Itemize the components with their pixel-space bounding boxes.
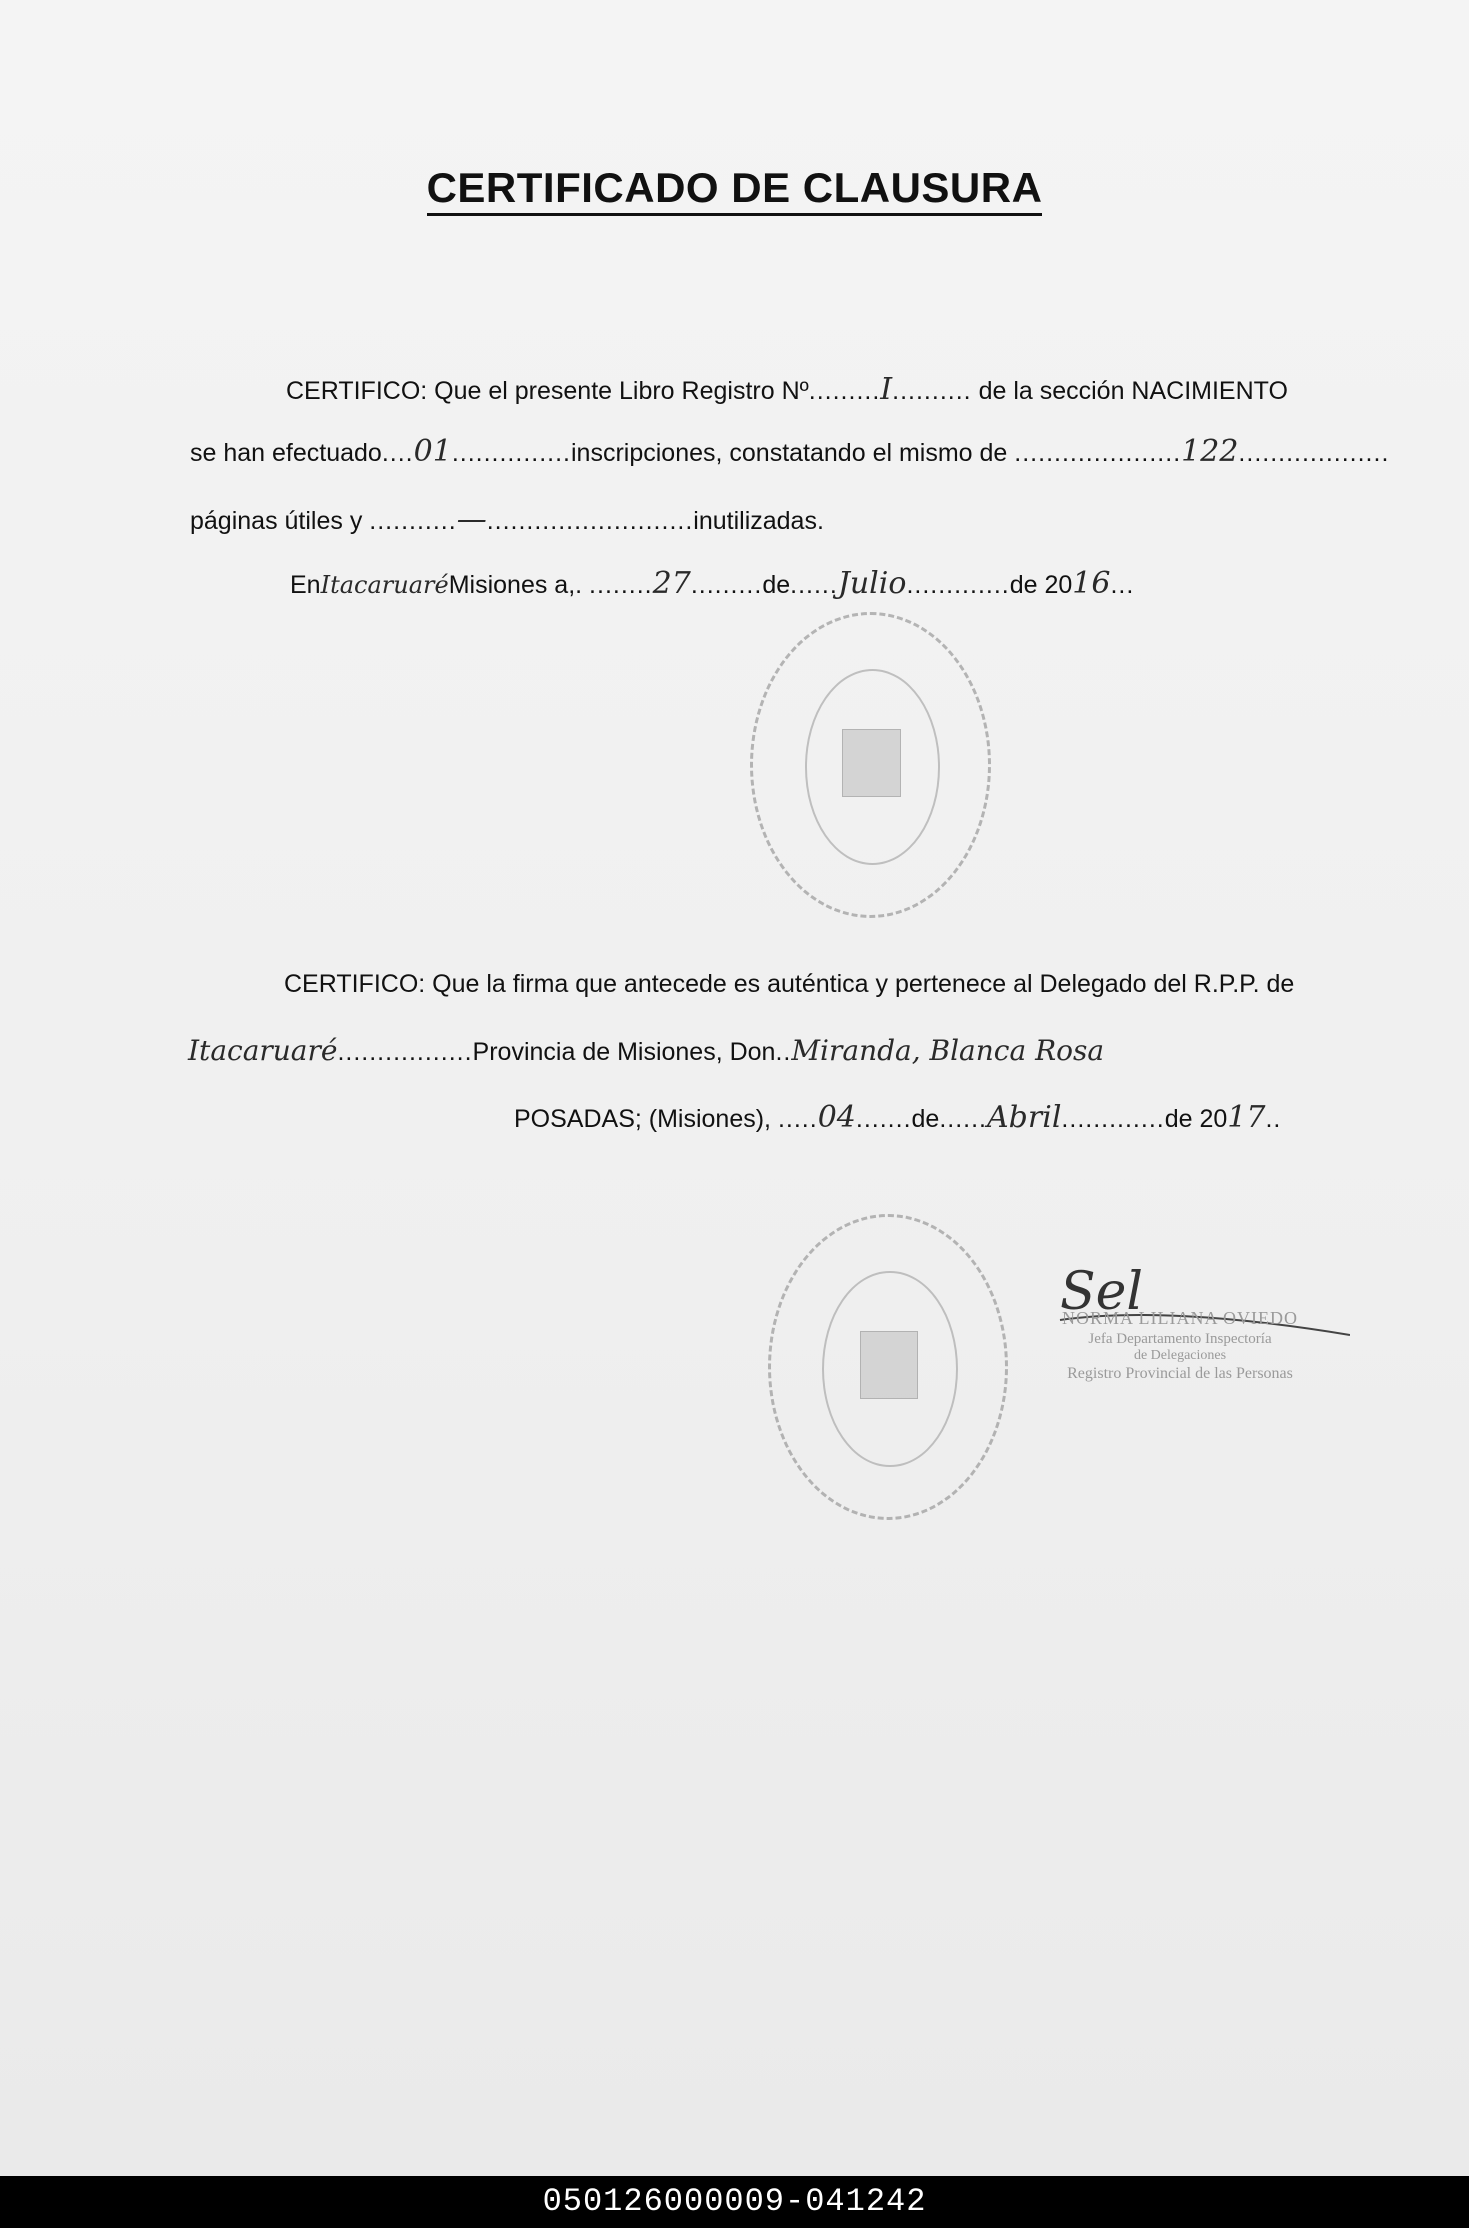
month-handwritten: Julio [837,566,907,601]
p2-line2: Itacaruaré.................Provincia de Misiones, Don..Miranda, Blanca Rosa [188,1034,1105,1067]
p1-text-i: de [762,571,791,599]
p1-text-a: CERTIFICO: Que el presente Libro Registro Nº [286,377,809,405]
p1-line3: páginas útiles y ...........—..........................inutilizadas. [190,502,824,537]
signer-role-3: Registro Provincial de las Personas [1067,1365,1293,1383]
p1-text-b: de la sección NACIMIENTO [978,377,1288,405]
signer-role-2: de Delegaciones [1133,1347,1227,1363]
p1-text-g: En [290,571,321,599]
p2-text-a: CERTIFICO: Que la firma que antecede es auténtica y pertenece al Delegado del R.P.P. de [284,970,1295,998]
signature-scribble: Sel [1060,1262,1144,1322]
p1-text-e: páginas útiles y [190,507,363,535]
p1-line1: CERTIFICO: Que el presente Libro Registro Nº.........I.......... de la sección NACIMIENTO [286,372,1288,407]
p1-text-h: Misiones a,. [448,571,583,599]
page-title: CERTIFICADO DE CLAUSURA [0,164,1469,212]
official-seal-2 [768,1214,1008,1520]
p2-text-f: de 20 [1164,1105,1228,1133]
year2-handwritten: 17 [1227,1100,1266,1135]
document-id-footer: 050126000009-041242 [0,2176,1469,2228]
p1-text-d: inscripciones, constatando el mismo de [571,439,1008,467]
signature-name-stamp [1030,1308,1330,1384]
p2-line1 [284,970,1294,999]
libro-number: I [880,372,893,407]
inutilizadas-count: — [456,502,487,537]
seal-shield-icon [860,1331,918,1399]
p1-line4: EnItacaruaréMisiones a,. ........27.........de......Julio.............de 2016... [290,566,1135,601]
month2-handwritten: Abril [987,1100,1062,1135]
p2-line3: POSADAS; (Misiones), .....04.......de......Abril.............de 2017.. [514,1100,1282,1135]
delegation-handwritten: Itacaruaré [188,1034,338,1067]
signer-role-1: Jefa Departamento Inspectoría [1088,1330,1272,1347]
p1-line2: se han efectuado....01...............inscripciones, constatando el mismo de .....................122................... [190,434,1390,469]
p1-text-f: inutilizadas. [693,507,824,535]
p1-text-c: se han efectuado [190,439,382,467]
year-handwritten: 16 [1072,566,1111,601]
day2-handwritten: 04 [817,1100,856,1135]
p2-text-b: Provincia de Misiones, Don [472,1038,776,1066]
delegate-name-handwritten: Miranda, Blanca Rosa [791,1034,1105,1067]
p2-text-d: POSADAS; (Misiones), [514,1105,772,1133]
day-handwritten: 27 [652,566,691,601]
p1-text-j: de 20 [1009,571,1073,599]
paginas-count: 122 [1181,434,1239,469]
signer-name: NORMA LILIANA OVIEDO [1062,1308,1298,1328]
p2-text-e: de [911,1105,940,1133]
inscripciones-count: 01 [413,434,452,469]
official-seal-1 [750,612,991,918]
place-handwritten: Itacaruaré [320,571,449,599]
seal-shield-icon [842,729,900,797]
